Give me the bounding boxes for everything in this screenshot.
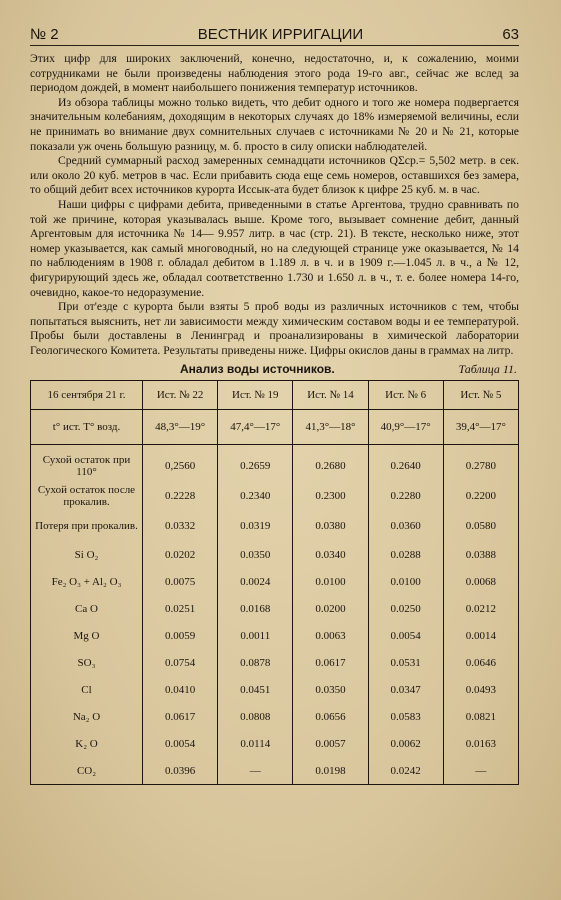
column-header: Ист. № 22 [143, 381, 218, 410]
table-cell: 0.0380 [293, 511, 368, 541]
journal-title: ВЕСТНИК ИРРИГАЦИИ [197, 26, 364, 43]
table-cell: 0.2640 [368, 445, 443, 482]
table-cell: 0.0617 [293, 649, 368, 676]
column-header: Ист. № 14 [293, 381, 368, 410]
table-cell: 0.0059 [143, 622, 218, 649]
table-title: Анализ воды источников. [180, 362, 335, 377]
row-label: Fe₂ O₃ + Al₂ O₃ [31, 568, 143, 595]
table-cell: 0.0617 [143, 703, 218, 730]
table-cell: 0.0075 [143, 568, 218, 595]
table-cell: 0.0656 [293, 703, 368, 730]
table-cell: 0.0319 [218, 511, 293, 541]
table-cell: 0.0451 [218, 676, 293, 703]
table-cell: 0.0821 [443, 703, 518, 730]
row-label: Потеря при прокалив. [31, 511, 143, 541]
water-analysis-table [30, 380, 519, 785]
table-cell: 0.0410 [143, 676, 218, 703]
column-header: Ист. № 6 [368, 381, 443, 410]
table-cell: 0.0168 [218, 595, 293, 622]
table-cell: 0.0350 [293, 676, 368, 703]
temperature-header: t° ист. T° возд. [31, 410, 143, 445]
table-row [31, 703, 519, 730]
row-label: CO₂ [31, 757, 143, 785]
paragraph: Из обзора таблицы можно только видеть, что дебит одного и того же номера подвергается значительным колебаниям, доходящим в некоторых случаях до 18% измеряемой величины, если не принимать во внимание двух сомнительных случаев с источниками № 20 и № 21, которые показали уж очень большую разницу, м. б. просто в силу описки наблюдателей. [30, 95, 519, 153]
temperature-cell: 41,3°—18° [293, 410, 368, 445]
table-cell: 0.0100 [368, 568, 443, 595]
table-cell: 0.2340 [218, 481, 293, 511]
table-cell: 0.0388 [443, 541, 518, 568]
row-label: Ca O [31, 595, 143, 622]
table-row [31, 481, 519, 511]
table-cell: 0,2560 [143, 445, 218, 482]
table-cell: 0.0340 [293, 541, 368, 568]
table-cell: 0.2200 [443, 481, 518, 511]
table-row [31, 595, 519, 622]
table-cell: 0.0754 [143, 649, 218, 676]
table-cell: 0.0198 [293, 757, 368, 785]
row-label: SO₃ [31, 649, 143, 676]
table-cell: 0.0396 [143, 757, 218, 785]
row-label: K₂ O [31, 730, 143, 757]
table-cell: 0.0288 [368, 541, 443, 568]
table-cell: 0.0360 [368, 511, 443, 541]
table-cell: 0.0014 [443, 622, 518, 649]
table-cell: 0.0114 [218, 730, 293, 757]
table-row [31, 730, 519, 757]
table-cell: 0.0878 [218, 649, 293, 676]
row-label: Si O₂ [31, 541, 143, 568]
table-cell: 0.2228 [143, 481, 218, 511]
row-label: Cl [31, 676, 143, 703]
row-label: Mg O [31, 622, 143, 649]
table-row [31, 445, 519, 482]
temperature-cell: 40,9°—17° [368, 410, 443, 445]
table-cell: 0.0250 [368, 595, 443, 622]
table-cell: 0.0063 [293, 622, 368, 649]
row-label: Na₂ O [31, 703, 143, 730]
table-cell: — [443, 757, 518, 785]
issue-number: № 2 [30, 26, 59, 43]
table-cell: 0.0068 [443, 568, 518, 595]
table-caption [30, 362, 519, 377]
table-number: Таблица 11. [458, 362, 517, 377]
page-number: 63 [502, 26, 519, 43]
table-row [31, 649, 519, 676]
table-cell: 0.0347 [368, 676, 443, 703]
paragraph: Этих цифр для широких заключений, конечно, недостаточно, и, к сожалению, моими сотрудниками не были произведены наблюдения этого рода 19-го авг., сейчас же вслед за периодом дождей, в момент наибольшего понижения температур источников. [30, 52, 519, 95]
table-cell: 0.0332 [143, 511, 218, 541]
table-cell: 0.0808 [218, 703, 293, 730]
table-cell: 0.0100 [293, 568, 368, 595]
paragraph: Наши цифры с цифрами дебита, приведенными в статье Аргентова, трудно сравнивать по той же причине, которая указывалась выше. Кроме того, вызывает сомнение дебит, данный Аргентовым для источника № 14— 9.957 литр. в час (стр. 21). В тексте, несколько ниже, этот номер указывается, как самый многоводный, но на следующей странице уже оказывается, № 14 по наблюдениям в 1908 г. обладал дебитом в 1.189 л. в ч. и в 1909 г.—1.045 л. в ч., а № 12, фигурирующий здесь же, обладал соответственно 1.730 и 1.650 л. в ч., т. е. более номера 14-го, очевидно, какое-то недоразумение. [30, 197, 519, 299]
table-cell: 0.0580 [443, 511, 518, 541]
table-cell: 0.2280 [368, 481, 443, 511]
table-cell: 0.2300 [293, 481, 368, 511]
row-label: Сухой остаток при 110° [31, 445, 143, 482]
table-cell: 0.0163 [443, 730, 518, 757]
table-cell: 0.0054 [368, 622, 443, 649]
table-cell: — [218, 757, 293, 785]
table-cell: 0.0583 [368, 703, 443, 730]
paragraph: Средний суммарный расход замеренных семнадцати источников QΣср.= 5,502 метр. в сек. или около 20 куб. метров в час. Если прибавить сюда еще семь номеров, оставшихся без замера, то общий дебит всех источников курорта Иссык-ата будет близок к цифре 25 куб. м. в час. [30, 154, 519, 197]
table-row [31, 568, 519, 595]
table-cell: 0.0057 [293, 730, 368, 757]
temperature-cell: 39,4°—17° [443, 410, 518, 445]
table-cell: 0.2680 [293, 445, 368, 482]
table-row [31, 511, 519, 541]
table-cell: 0.0493 [443, 676, 518, 703]
table-cell: 0.0350 [218, 541, 293, 568]
table-cell: 0.0251 [143, 595, 218, 622]
table-cell: 0.0062 [368, 730, 443, 757]
table-cell: 0.0200 [293, 595, 368, 622]
column-header: Ист. № 19 [218, 381, 293, 410]
table-cell: 0.0054 [143, 730, 218, 757]
table-row [31, 622, 519, 649]
table-cell: 0.0011 [218, 622, 293, 649]
row-label: Сухой остаток после прокалив. [31, 481, 143, 511]
table-row [31, 676, 519, 703]
table-row [31, 757, 519, 785]
table-cell: 0.0531 [368, 649, 443, 676]
table-cell: 0.0646 [443, 649, 518, 676]
table-cell: 0.2780 [443, 445, 518, 482]
temperature-cell: 47,4°—17° [218, 410, 293, 445]
table-cell: 0.0024 [218, 568, 293, 595]
temperature-cell: 48,3°—19° [143, 410, 218, 445]
table-cell: 0.0212 [443, 595, 518, 622]
date-header: 16 сентября 21 г. [31, 381, 143, 410]
table-cell: 0.0242 [368, 757, 443, 785]
column-header: Ист. № 5 [443, 381, 518, 410]
table-cell: 0.2659 [218, 445, 293, 482]
table-cell: 0.0202 [143, 541, 218, 568]
article-text [30, 52, 519, 358]
running-head [30, 26, 519, 46]
table-row [31, 541, 519, 568]
paragraph: При от'езде с курорта были взяты 5 проб воды из различных источников с тем, чтобы попытаться выяснить, нет ли зависимости между химическим составом воды и ее температурой. Пробы были доставлены в Ленинград и проанализированы в химической лаборатории Геологического Комитета. Результаты приведены ниже. Цифры окислов даны в граммах на литр. [30, 300, 519, 357]
